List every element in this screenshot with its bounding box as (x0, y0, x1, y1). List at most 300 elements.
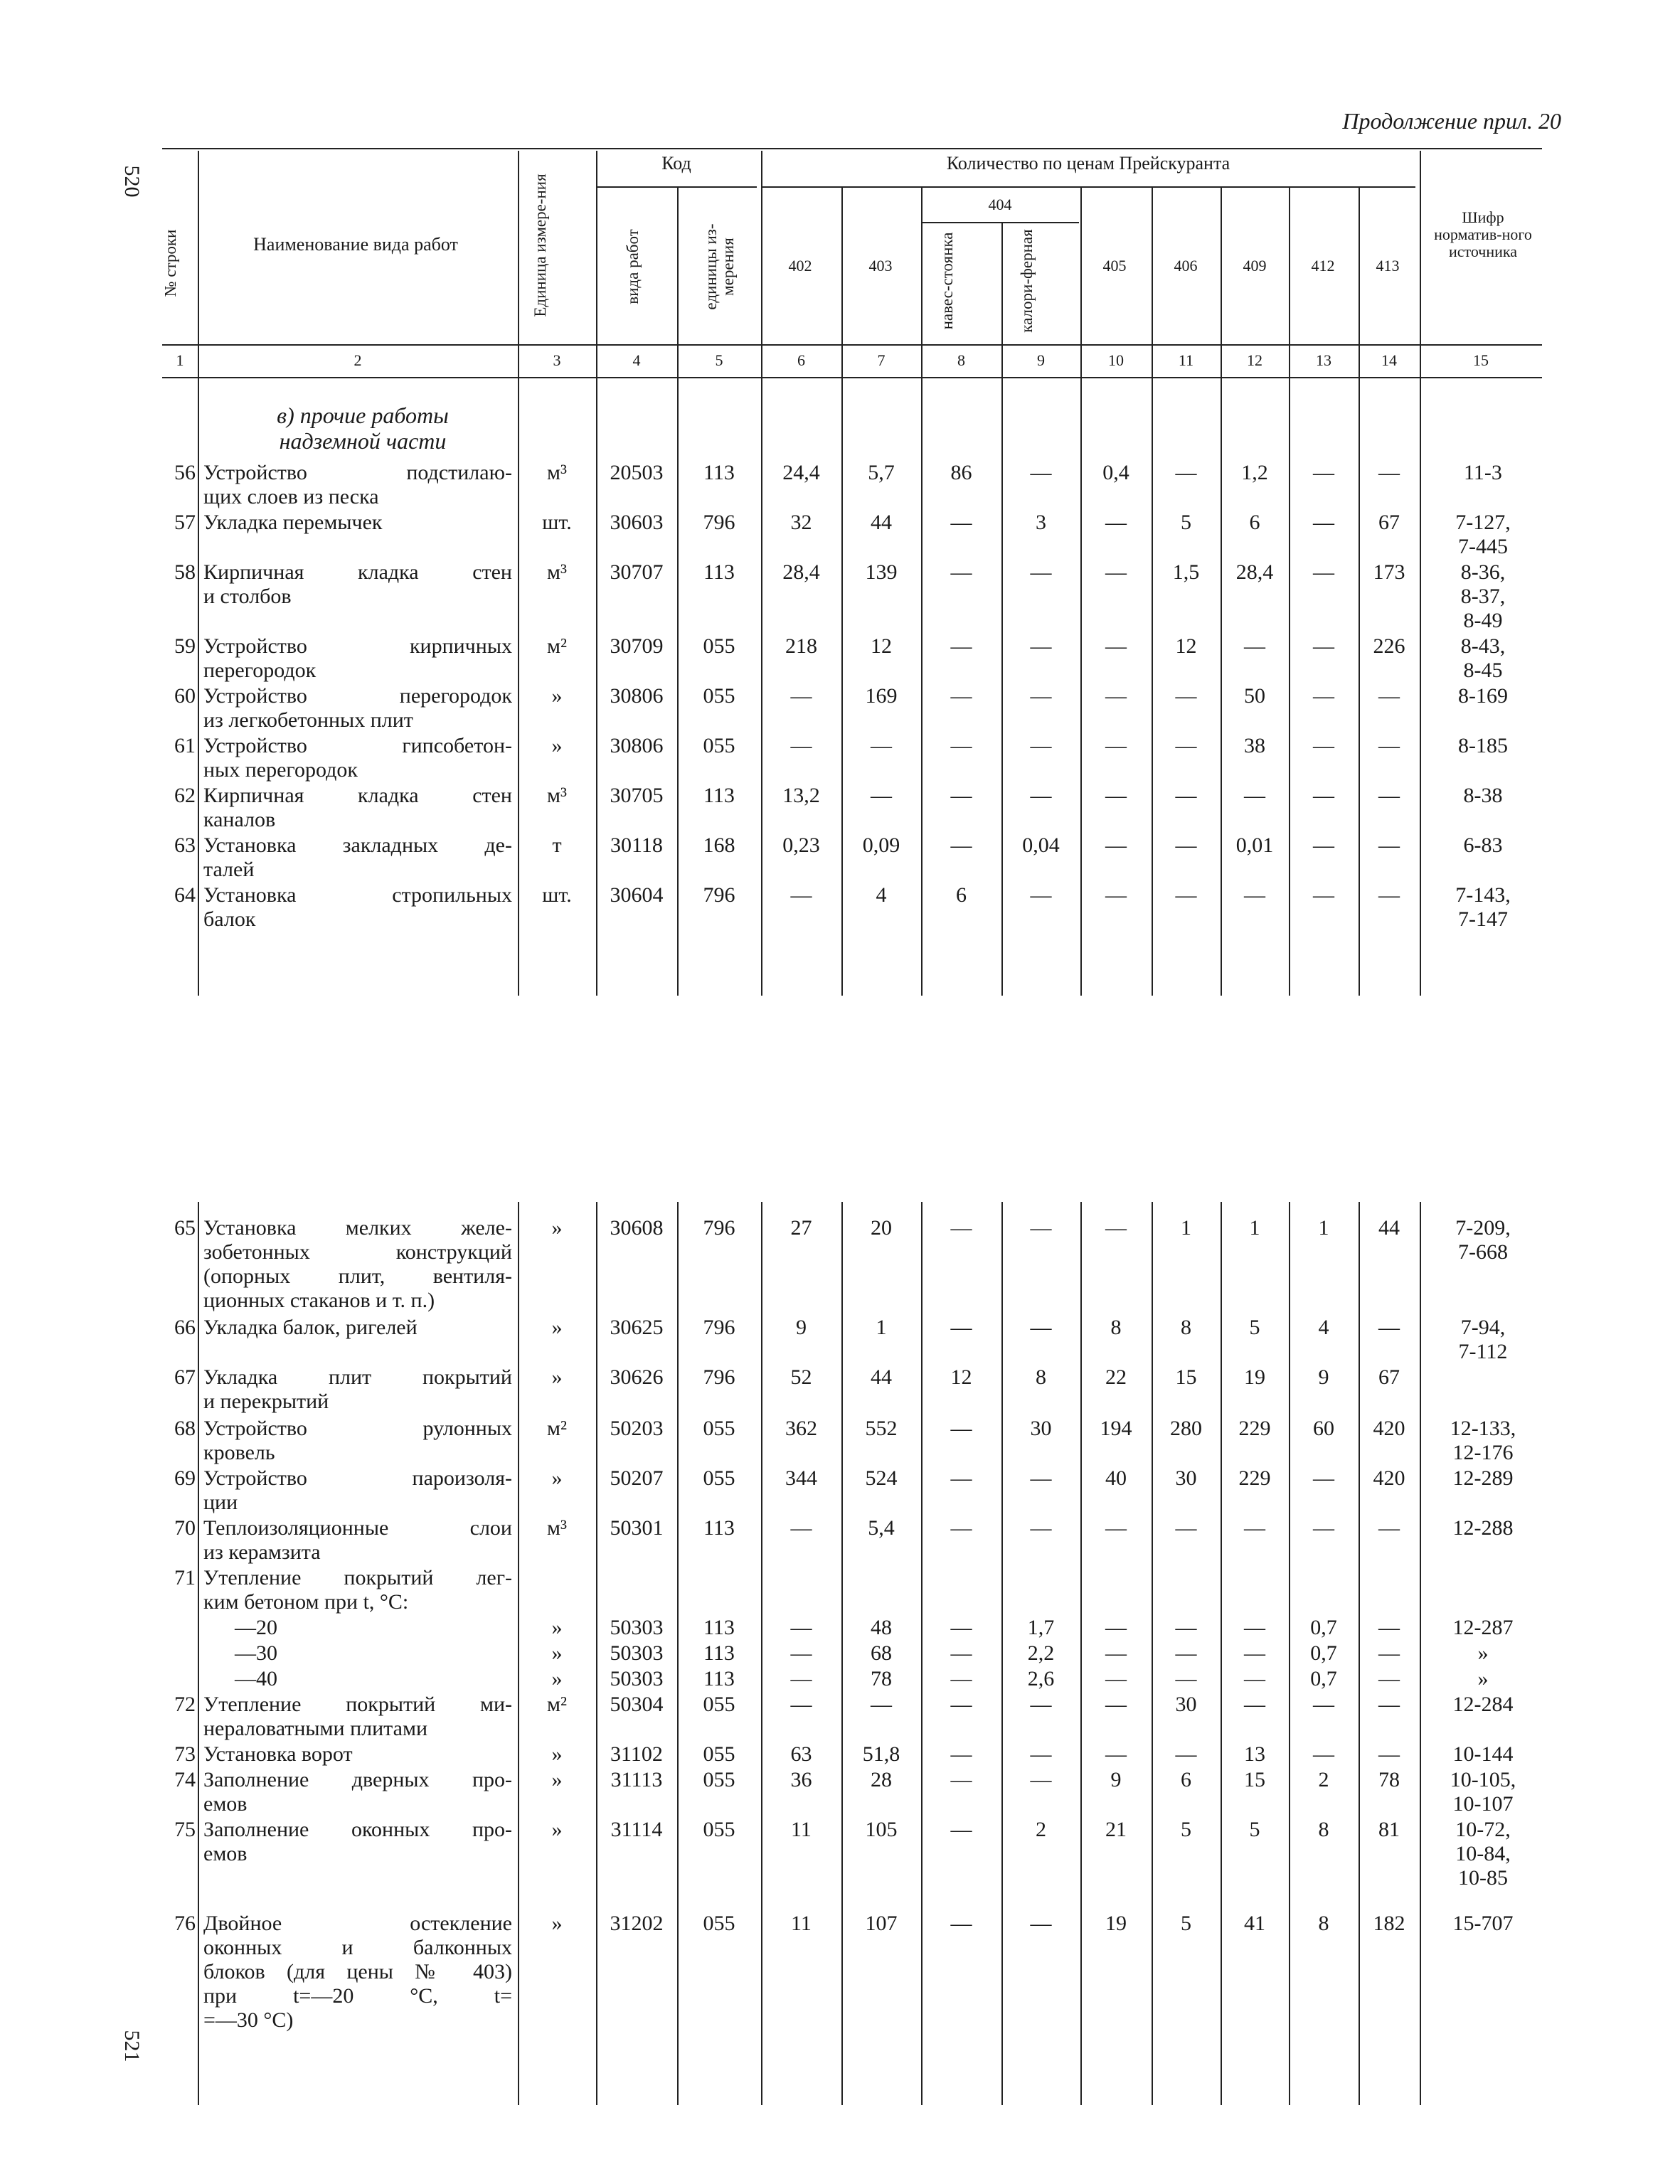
code-unit-cell: 055 (703, 1818, 735, 1841)
code-unit-cell: 796 (703, 511, 735, 534)
qty-cell: — (1313, 560, 1334, 584)
qty-cell: — (1030, 1693, 1052, 1716)
qty-cell: 27 (790, 1216, 812, 1240)
column-divider (1359, 186, 1360, 996)
qty-cell: 0,04 (1022, 833, 1060, 857)
qty-cell: 63 (790, 1742, 812, 1766)
code-work-cell: 50301 (610, 1516, 664, 1540)
qty-cell: 107 (865, 1912, 898, 1935)
qty-cell: 0,23 (782, 833, 820, 857)
qty-cell: — (1105, 1516, 1127, 1540)
qty-cell: — (1105, 833, 1127, 857)
code-work-cell: 50303 (610, 1667, 664, 1690)
source-cell: 8-36, (1460, 560, 1506, 584)
qty-cell: 9 (1318, 1365, 1329, 1389)
qty-cell: 8 (1181, 1316, 1191, 1339)
qty-cell: 48 (871, 1616, 892, 1639)
header-404b: калори-ферная (1018, 229, 1036, 333)
column-number: 5 (715, 351, 723, 369)
work-name-line: Укладка балок, ригелей (203, 1316, 418, 1339)
code-work-cell: 30604 (610, 883, 664, 907)
header-403: 403 (868, 257, 893, 275)
qty-cell: 86 (950, 461, 972, 484)
qty-cell: — (1030, 560, 1052, 584)
qty-cell: — (1175, 1667, 1197, 1690)
qty-cell: — (1030, 784, 1052, 807)
row-number: 68 (174, 1417, 196, 1440)
unit-cell: шт. (542, 511, 572, 534)
qty-cell: — (1030, 1316, 1052, 1339)
row-number: 60 (174, 684, 196, 708)
code-unit-cell: 055 (703, 634, 735, 658)
qty-cell: 1 (1181, 1216, 1191, 1240)
qty-cell: — (871, 1693, 892, 1716)
qty-cell: — (1105, 560, 1127, 584)
source-cell: 7-445 (1458, 535, 1508, 558)
column-number: 3 (553, 351, 561, 369)
qty-cell: 6 (956, 883, 967, 907)
header-413: 413 (1376, 257, 1400, 275)
row-number: 67 (174, 1365, 196, 1389)
work-name-line: Заполнение дверных про- (203, 1768, 512, 1791)
column-divider (1001, 222, 1003, 996)
source-cell: 12-133, (1450, 1417, 1516, 1440)
unit-cell: т (552, 833, 562, 857)
qty-cell: 19 (1105, 1912, 1127, 1935)
unit-cell: » (551, 1216, 563, 1240)
qty-cell: 78 (871, 1667, 892, 1690)
source-cell: 10-85 (1458, 1866, 1508, 1890)
header-bottom-rule (162, 344, 1542, 346)
qty-cell: — (950, 1818, 972, 1841)
code-work-cell: 30806 (610, 734, 664, 757)
column-divider (1289, 186, 1290, 996)
code-unit-cell: 055 (703, 1742, 735, 1766)
qty-cell: — (1313, 1516, 1334, 1540)
code-unit-cell: 796 (703, 883, 735, 907)
qty-cell: — (1313, 511, 1334, 534)
work-name-line: Устройство гипсобетон- (203, 734, 512, 757)
code-unit-cell: 055 (703, 684, 735, 708)
source-cell: 15-707 (1452, 1912, 1514, 1935)
qty-cell: 0,7 (1310, 1616, 1337, 1639)
row-number: 58 (174, 560, 196, 584)
qty-cell: 8 (1318, 1912, 1329, 1935)
table-top-rule (162, 148, 1542, 149)
unit-cell: » (551, 1466, 563, 1490)
unit-cell: » (551, 1641, 563, 1665)
code-unit-cell: 168 (703, 833, 735, 857)
qty-cell: 139 (865, 560, 898, 584)
qty-cell: 0,4 (1102, 461, 1129, 484)
row-number: 72 (174, 1693, 196, 1716)
header-412: 412 (1311, 257, 1335, 275)
qty-cell: — (1175, 1616, 1197, 1639)
qty-cell: 3 (1036, 511, 1046, 534)
source-cell: 10-144 (1452, 1742, 1514, 1766)
code-work-cell: 31102 (610, 1742, 663, 1766)
qty-cell: — (1175, 461, 1197, 484)
qty-cell: 1,5 (1172, 560, 1200, 584)
section-title: в) прочие работы надземной части (277, 403, 449, 454)
page-number-bottom: 521 (120, 2030, 144, 2062)
row-number: 65 (174, 1216, 196, 1240)
header-405: 405 (1102, 257, 1127, 275)
work-name-line: Укладка плит покрытий (203, 1365, 512, 1389)
qty-cell: — (1175, 1742, 1197, 1766)
qty-cell: 5 (1181, 1818, 1191, 1841)
qty-cell: 52 (790, 1365, 812, 1389)
qty-cell: — (1378, 734, 1400, 757)
qty-cell: 552 (865, 1417, 898, 1440)
qty-cell: — (1175, 1516, 1197, 1540)
column-divider (1080, 186, 1082, 996)
work-name-line: при t=—20 °С, t= (203, 1984, 512, 2008)
source-cell: 12-288 (1452, 1516, 1514, 1540)
qty-subrule (761, 186, 1415, 188)
code-work-cell: 30705 (610, 784, 664, 807)
qty-cell: 8 (1036, 1365, 1046, 1389)
row-number: 71 (174, 1566, 196, 1589)
colnum-bottom-rule (162, 377, 1542, 378)
unit-cell: » (551, 1742, 563, 1766)
qty-cell: — (1378, 1616, 1400, 1639)
qty-cell: — (1313, 734, 1334, 757)
work-name-line: оконных и балконных (203, 1936, 512, 1959)
qty-cell: — (1175, 1641, 1197, 1665)
code-unit-cell: 113 (703, 1667, 735, 1690)
unit-cell: » (551, 1616, 563, 1639)
qty-cell: — (1105, 784, 1127, 807)
qty-cell: — (950, 833, 972, 857)
qty-cell: — (950, 1912, 972, 1935)
qty-cell: — (950, 1616, 972, 1639)
qty-cell: 524 (865, 1466, 898, 1490)
qty-cell: 12 (950, 1365, 972, 1389)
code-work-cell: 30806 (610, 684, 664, 708)
qty-cell: — (1313, 684, 1334, 708)
header-qty: Количество по ценам Прейскуранта (946, 153, 1230, 174)
qty-cell: 420 (1373, 1417, 1405, 1440)
qty-cell: — (1105, 1693, 1127, 1716)
column-divider (198, 151, 199, 996)
qty-cell: 78 (1378, 1768, 1400, 1791)
qty-cell: 1 (1249, 1216, 1260, 1240)
qty-cell: 9 (1110, 1768, 1122, 1791)
qty-cell: — (1313, 784, 1334, 807)
qty-cell: — (1030, 1742, 1052, 1766)
qty-cell: — (1378, 461, 1400, 484)
qty-cell: 28,4 (782, 560, 820, 584)
unit-cell: » (551, 684, 563, 708)
qty-cell: 2,2 (1027, 1641, 1055, 1665)
qty-cell: — (1030, 634, 1052, 658)
code-work-cell: 30603 (610, 511, 664, 534)
qty-cell: 28,4 (1235, 560, 1274, 584)
qty-cell: 36 (790, 1768, 812, 1791)
code-work-cell: 31202 (610, 1912, 664, 1935)
code-work-cell: 31113 (610, 1768, 663, 1791)
qty-cell: — (1378, 1316, 1400, 1339)
code-unit-cell: 113 (703, 1641, 735, 1665)
code-work-cell: 30707 (610, 560, 664, 584)
qty-cell: — (790, 734, 812, 757)
column-number: 4 (632, 351, 641, 369)
qty-cell: 68 (871, 1641, 892, 1665)
work-name-line: из легкобетонных плит (203, 708, 413, 732)
work-name-line: Утепление покрытий ми- (203, 1693, 512, 1716)
qty-cell: 67 (1378, 1365, 1400, 1389)
code-unit-cell: 113 (703, 1516, 735, 1540)
qty-cell: — (1244, 1516, 1265, 1540)
source-cell: 11-3 (1464, 461, 1502, 484)
header-code-unit: единицы из-мерения (702, 223, 737, 310)
qty-cell: 12 (871, 634, 892, 658)
row-number: 64 (174, 883, 196, 907)
code-work-cell: 50304 (610, 1693, 664, 1716)
work-name-line: —40 (235, 1667, 277, 1690)
qty-cell: — (1244, 883, 1265, 907)
qty-cell: 1 (876, 1316, 887, 1339)
unit-cell: шт. (542, 883, 572, 907)
work-name-line: ции (203, 1491, 238, 1514)
qty-cell: 2,6 (1027, 1667, 1055, 1690)
column-divider (198, 1202, 199, 2105)
qty-cell: — (1105, 1616, 1127, 1639)
source-cell: 7-94, (1460, 1316, 1506, 1339)
qty-cell: — (871, 734, 892, 757)
work-name-line: нераловатными плитами (203, 1717, 427, 1740)
qty-cell: 4 (876, 883, 887, 907)
qty-cell: 1,2 (1241, 461, 1268, 484)
qty-cell: — (950, 1417, 972, 1440)
qty-cell: — (1313, 833, 1334, 857)
qty-cell: 6 (1249, 511, 1260, 534)
work-name-line: (опорных плит, вентиля- (203, 1264, 512, 1288)
code-work-cell: 31114 (610, 1818, 663, 1841)
work-name-line: Устройство пароизоля- (203, 1466, 512, 1490)
qty-cell: — (1105, 634, 1127, 658)
qty-cell: — (1105, 734, 1127, 757)
qty-cell: — (790, 684, 812, 708)
qty-cell: — (1105, 1216, 1127, 1240)
code-work-cell: 50303 (610, 1616, 664, 1639)
qty-cell: 15 (1175, 1365, 1197, 1389)
work-name-line: кровель (203, 1441, 275, 1464)
qty-cell: 40 (1105, 1466, 1127, 1490)
header-402: 402 (788, 257, 812, 275)
code-unit-cell: 055 (703, 1693, 735, 1716)
source-cell: 10-105, (1450, 1768, 1516, 1791)
qty-cell: — (1105, 511, 1127, 534)
code-work-cell: 30608 (610, 1216, 664, 1240)
qty-cell: 20 (871, 1216, 892, 1240)
row-number: 74 (174, 1768, 196, 1791)
row-number: 62 (174, 784, 196, 807)
qty-cell: — (950, 1516, 972, 1540)
source-cell: 7-668 (1458, 1240, 1508, 1264)
work-name-line: ким бетоном при t, °С: (203, 1590, 409, 1614)
qty-cell: — (1378, 1667, 1400, 1690)
qty-cell: 173 (1373, 560, 1405, 584)
qty-cell: 32 (790, 511, 812, 534)
code-subrule (596, 186, 757, 188)
qty-cell: — (1030, 734, 1052, 757)
qty-cell: — (790, 1641, 812, 1665)
source-cell: 7-209, (1455, 1216, 1511, 1240)
qty-cell: — (1378, 1516, 1400, 1540)
source-cell: 10-84, (1455, 1842, 1511, 1865)
column-divider (677, 186, 679, 996)
source-cell: 12-289 (1452, 1466, 1514, 1490)
qty-cell: — (1175, 684, 1197, 708)
qty-cell: 13 (1244, 1742, 1265, 1766)
work-name-line: ционных стаканов и т. п.) (203, 1289, 435, 1312)
row-number: 76 (174, 1912, 196, 1935)
qty-cell: 38 (1244, 734, 1265, 757)
source-cell: 7-143, (1455, 883, 1511, 907)
qty-cell: 81 (1378, 1818, 1400, 1841)
row-number: 63 (174, 833, 196, 857)
qty-cell: 344 (785, 1466, 817, 1490)
source-cell: 10-72, (1455, 1818, 1511, 1841)
qty-cell: — (790, 883, 812, 907)
header-409: 409 (1243, 257, 1267, 275)
work-name-line: Установка закладных де- (203, 833, 512, 857)
qty-cell: 5,7 (868, 461, 895, 484)
unit-cell: м² (547, 1693, 567, 1716)
qty-cell: — (1378, 784, 1400, 807)
row-number: 59 (174, 634, 196, 658)
work-name-line: балок (203, 907, 256, 931)
work-name-line: Теплоизоляционные слои (203, 1516, 512, 1540)
work-name-line: ных перегородок (203, 758, 358, 782)
qty-cell: 2 (1318, 1768, 1329, 1791)
source-cell: 8-169 (1458, 684, 1508, 708)
row-number: 75 (174, 1818, 196, 1841)
qty-cell: — (1313, 1466, 1334, 1490)
qty-cell: 15 (1244, 1768, 1265, 1791)
source-cell: 8-49 (1463, 609, 1503, 632)
qty-cell: 24,4 (782, 461, 820, 484)
code-unit-cell: 055 (703, 1466, 735, 1490)
source-cell: 10-107 (1452, 1792, 1514, 1816)
header-source: Шифр норматив-ного источника (1434, 208, 1532, 260)
work-name-line: —30 (235, 1641, 277, 1665)
row-number: 57 (174, 511, 196, 534)
qty-cell: 51,8 (862, 1742, 900, 1766)
continuation-caption: Продолжение прил. 20 (1342, 108, 1561, 134)
work-name-line: и перекрытий (203, 1390, 329, 1413)
qty-cell: — (1105, 883, 1127, 907)
qty-cell: 1,7 (1027, 1616, 1055, 1639)
qty-cell: — (871, 784, 892, 807)
qty-cell: 11 (791, 1818, 812, 1841)
source-cell: 8-37, (1460, 585, 1506, 608)
code-work-cell: 50207 (610, 1466, 664, 1490)
qty-cell: 21 (1105, 1818, 1127, 1841)
column-number: 14 (1381, 351, 1397, 369)
source-cell: 12-176 (1452, 1441, 1514, 1464)
column-number: 15 (1473, 351, 1489, 369)
unit-cell: м³ (547, 560, 567, 584)
qty-cell: 30 (1175, 1693, 1197, 1716)
source-cell: 6-83 (1463, 833, 1503, 857)
qty-cell: 44 (1378, 1216, 1400, 1240)
code-unit-cell: 055 (703, 1912, 735, 1935)
qty-cell: — (1030, 1516, 1052, 1540)
source-cell: 8-45 (1463, 659, 1503, 682)
qty-cell: — (1378, 1742, 1400, 1766)
qty-cell: 182 (1373, 1912, 1405, 1935)
qty-cell: 420 (1373, 1466, 1405, 1490)
qty-cell: 28 (871, 1768, 892, 1791)
qty-cell: — (1030, 1912, 1052, 1935)
qty-cell: 280 (1170, 1417, 1202, 1440)
column-number: 10 (1108, 351, 1124, 369)
qty-cell: 169 (865, 684, 898, 708)
qty-cell: 229 (1238, 1417, 1271, 1440)
qty-cell: 5 (1181, 511, 1191, 534)
qty-cell: — (1378, 684, 1400, 708)
work-name-line: Устройство подстилаю- (203, 461, 512, 484)
qty-cell: — (1030, 461, 1052, 484)
qty-cell: 30 (1030, 1417, 1052, 1440)
qty-cell: 30 (1175, 1466, 1197, 1490)
work-name-line: —20 (235, 1616, 277, 1639)
column-number: 6 (797, 351, 805, 369)
code-work-cell: 30118 (610, 833, 663, 857)
work-name-line: Устройство кирпичных (203, 634, 512, 658)
column-number: 13 (1316, 351, 1331, 369)
qty-cell: — (1244, 1667, 1265, 1690)
source-cell: 7-112 (1458, 1340, 1508, 1363)
qty-cell: 13,2 (782, 784, 820, 807)
work-name-line: Устройство рулонных (203, 1417, 512, 1440)
qty-cell: — (950, 511, 972, 534)
qty-cell: — (950, 1466, 972, 1490)
qty-cell: — (950, 734, 972, 757)
qty-cell: 105 (865, 1818, 898, 1841)
source-cell: » (1477, 1641, 1489, 1665)
qty-cell: 0,01 (1235, 833, 1274, 857)
unit-cell: м² (547, 1417, 567, 1440)
qty-cell: 5 (1249, 1818, 1260, 1841)
qty-cell: — (1378, 833, 1400, 857)
qty-cell: — (950, 1216, 972, 1240)
header-row-no: № строки (161, 229, 179, 297)
column-divider (1221, 186, 1222, 996)
qty-cell: — (790, 1693, 812, 1716)
qty-cell: 226 (1373, 634, 1405, 658)
qty-cell: 5,4 (868, 1516, 895, 1540)
header-work-name: Наименование вида работ (253, 234, 458, 255)
column-divider (1420, 1202, 1421, 2105)
qty-cell: — (1030, 1768, 1052, 1791)
unit-cell: м³ (547, 461, 567, 484)
code-unit-cell: 055 (703, 1417, 735, 1440)
qty-cell: 9 (796, 1316, 807, 1339)
work-name-line: Заполнение оконных про- (203, 1818, 512, 1841)
qty-cell: — (1030, 684, 1052, 708)
column-number: 9 (1037, 351, 1045, 369)
column-divider (1152, 186, 1153, 996)
qty-cell: — (950, 684, 972, 708)
qty-cell: — (1313, 1742, 1334, 1766)
qty-cell: — (1378, 1641, 1400, 1665)
qty-cell: — (1244, 1693, 1265, 1716)
p404-subrule (921, 222, 1079, 223)
